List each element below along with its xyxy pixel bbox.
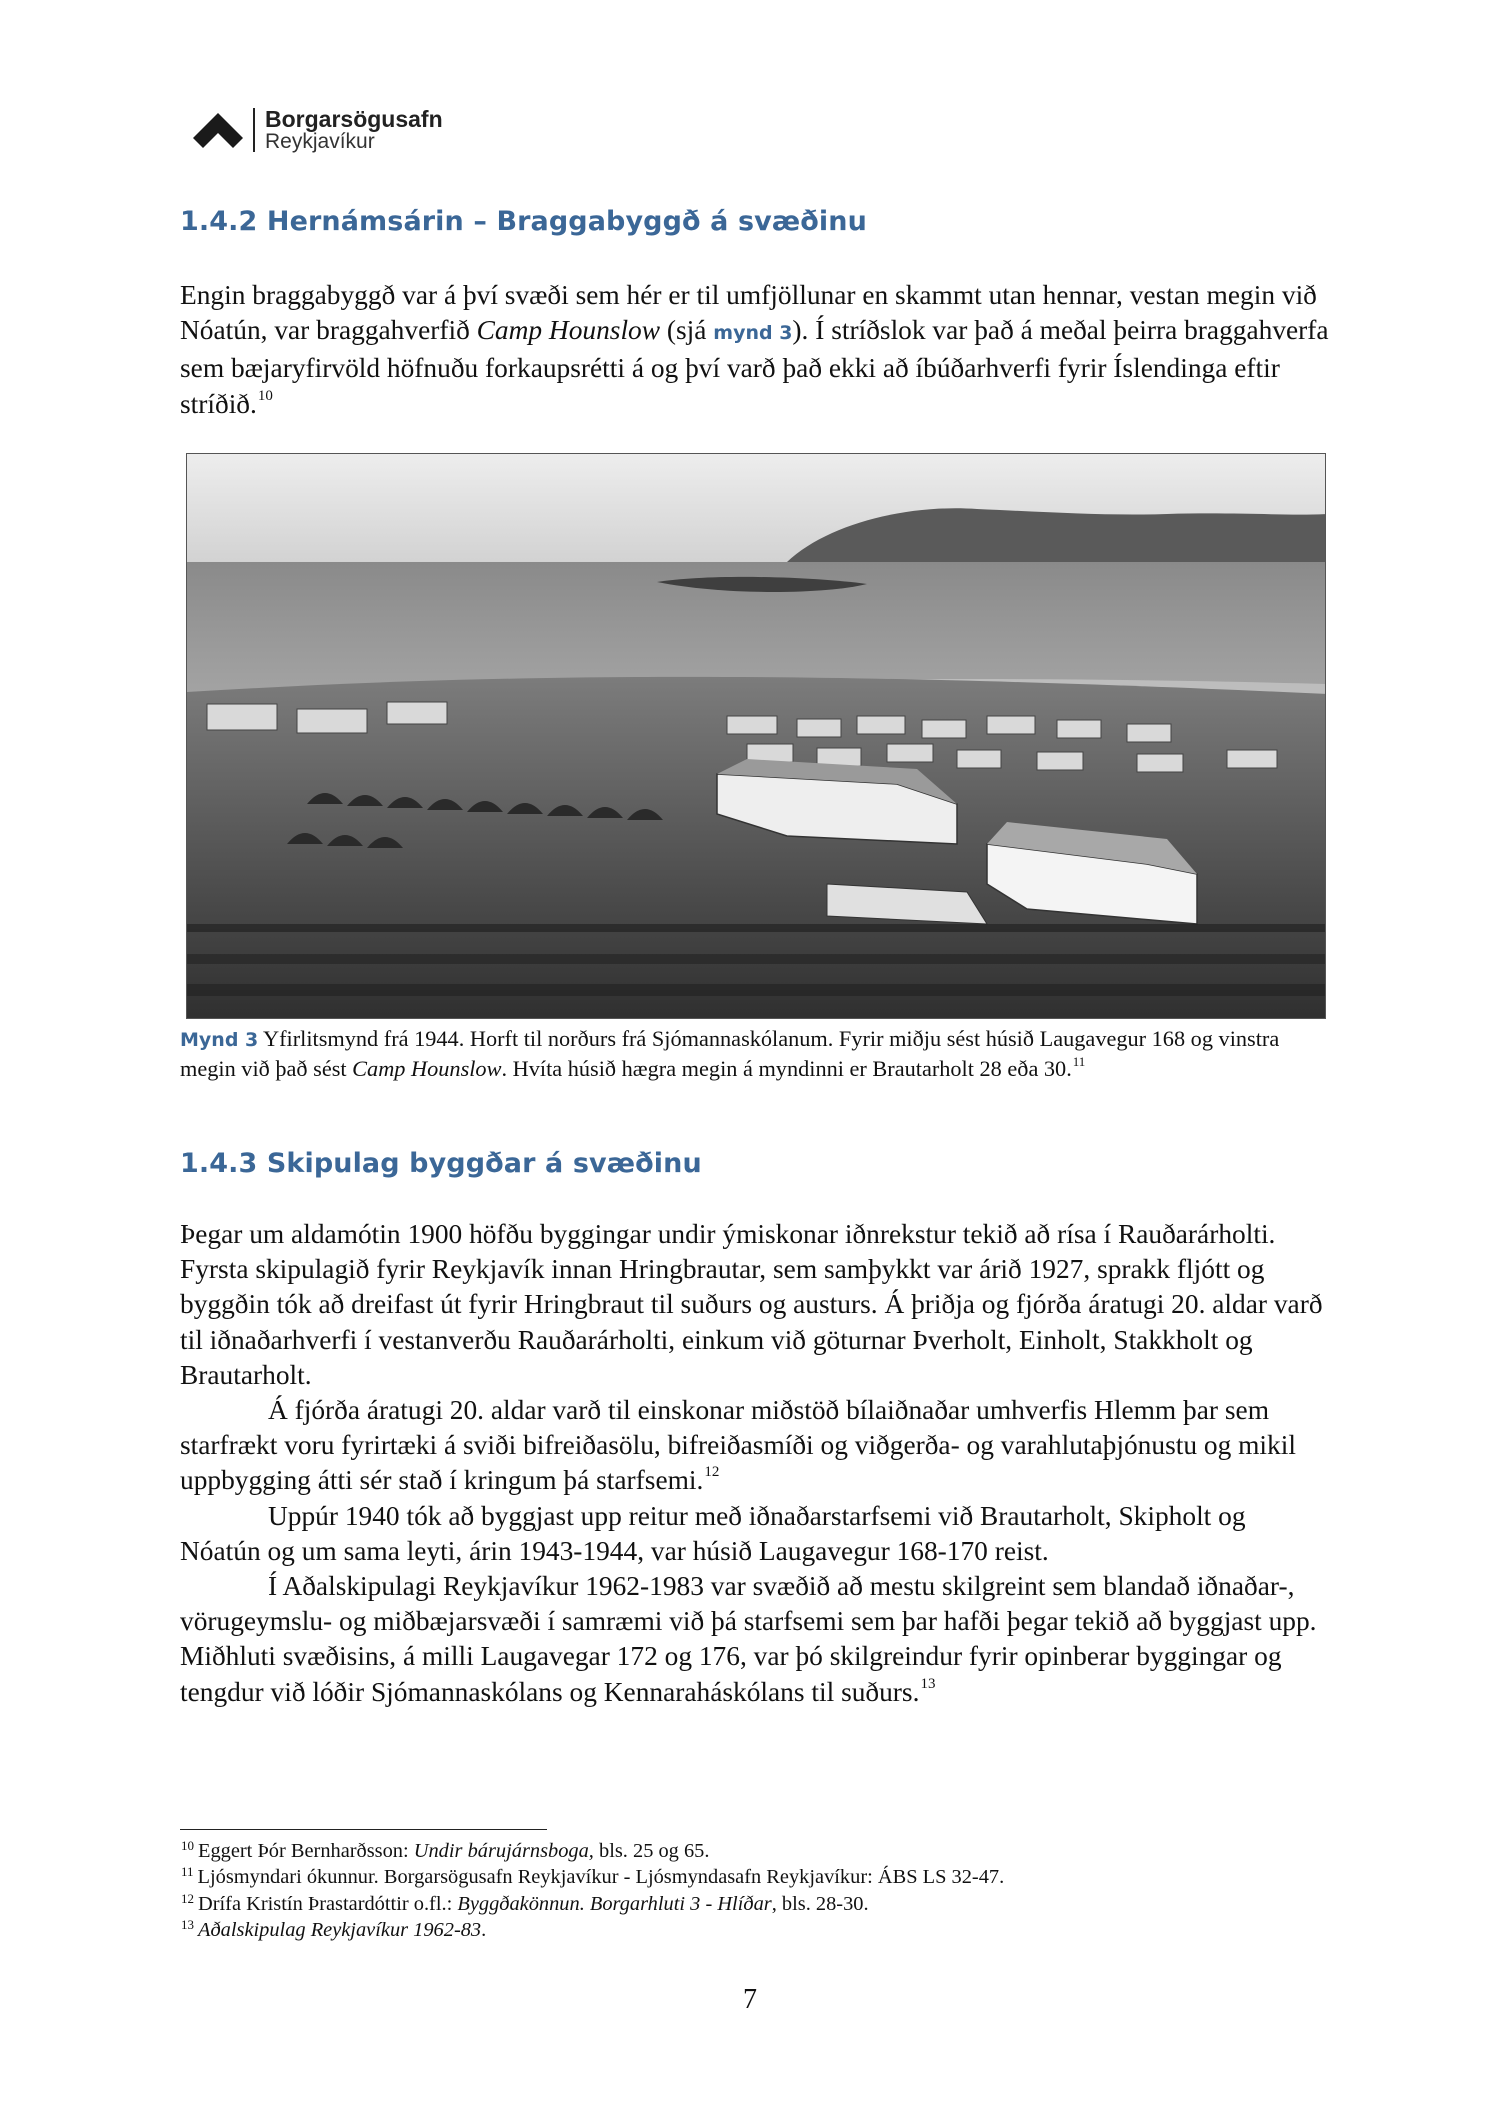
logo-subtitle: Reykjavíkur	[265, 130, 375, 154]
paragraph-1: Þegar um aldamótin 1900 höfðu byggingar undir ýmiskonar iðnrekstur tekið að rísa í Rauðarárholti. Fyrsta skipulagið fyrir Reykjavík innan Hringbrautar, sem samþykkt var árið 1927, sprakk fljótt og byggðin tók að dreifast út fyrir Hringbraut til suðurs og austurs. Á þriðja og fjórða áratugi 20. aldar varð til iðnaðarhverfi í vestanverðu Rauðarárholti, einkum við göturnar Þverholt, Einholt, Stakkholt og Brautarholt.	[180, 1219, 1323, 1390]
paragraph-3: Uppúr 1940 tók að byggjast upp reitur með iðnaðarstarfsemi við Brautarholt, Skipholt og Nóatún og um sama leyti, árin 1943-1944, var húsið Laugavegur 168-170 reist.	[180, 1500, 1246, 1566]
footnote-10: $^{10}$ Eggert Þór Bernharðsson: Undir bárujárnsboga, bls. 25 og 65.	[181, 1838, 710, 1862]
figure-reference-link[interactable]: mynd 3	[713, 322, 793, 345]
figure-label: Mynd 3	[180, 1029, 259, 1051]
museum-logo	[193, 104, 443, 156]
footnote-ref-12[interactable]: 12	[704, 1464, 720, 1481]
roof-chevron-icon	[193, 108, 243, 152]
aerial-photo-1944	[186, 453, 1326, 1019]
paragraph-4: Í Aðalskipulagi Reykjavíkur 1962-1983 var svæðið að mestu skilgreint sem blandað iðnaðar-, vörugeymslu- og miðbæjarsvæði í samræmi við þá starfsemi sem þar hafði þegar tekið að byggjast upp. Miðhluti svæðisins, á milli Laugavegar 172 og 176, var þó skilgreindur fyrir opinberar byggingar og tengdur við lóðir Sjómannaskólans og Kennaraháskólans til suðurs.$^{13}$	[180, 1571, 1317, 1707]
footnote-separator	[180, 1829, 547, 1830]
footnote-11: $^{11}$ Ljósmyndari ókunnur. Borgarsögusafn Reykjavíkur - Ljósmyndasafn Reykjavíkur: ÁBS LS 32-47.	[181, 1864, 1005, 1889]
footnotes	[180, 1838, 1332, 1943]
footnote-13: $^{13}$ Aðalskipulag Reykjavíkur 1962-83.	[181, 1916, 487, 1941]
camp-hounslow-text: Camp Hounslow	[476, 315, 661, 346]
logo-divider	[253, 108, 255, 152]
section-heading-142: 1.4.2 Hernámsárin – Braggabyggð á svæðinu	[180, 206, 867, 237]
footnote-ref-10[interactable]: 10	[257, 387, 273, 404]
footnote-ref-13[interactable]: 13	[920, 1675, 936, 1692]
logo-name: Borgarsögusafn	[265, 105, 443, 132]
page-number: 7	[743, 1984, 757, 2015]
footnote-ref-11[interactable]: 11	[1072, 1053, 1086, 1069]
paragraph-2: Á fjórða áratugi 20. aldar varð til einskonar miðstöð bílaiðnaðar umhverfis Hlemm þar sem starfrækt voru fyrirtæki á sviði bifreiðasölu, bifreiðasmíði og viðgerða- og varahlutaþjónustu og mikil uppbygging átti sér stað í kringum þá starfsemi.$^{12}$	[180, 1395, 1296, 1496]
figure-caption: Mynd 3 Yfirlitsmynd frá 1944. Horft til norðurs frá Sjómannaskólanum. Fyrir miðju sést húsið Laugavegur 168 og vinstra megin við það sést Camp Hounslow. Hvíta húsið hægra megin á myndinni er Brautarholt 28 eða 30.11	[180, 1026, 1280, 1081]
section-142-paragraph: Engin braggabyggð var á því svæði sem hér er til umfjöllunar en skammt utan hennar, vestan megin við Nóatún, var braggahverfið Camp Hounslow (sjá mynd 3). Í stríðslok var það á meðal þeirra braggahverfa sem bæjaryfirvöld höfnuðu forkaupsrétti á og því varð það ekki að íbúðarhverfi fyrir Íslendinga eftir stríðið.$^{10}$	[180, 280, 1329, 419]
section-heading-143: 1.4.3 Skipulag byggðar á svæðinu	[180, 1148, 702, 1179]
section-143-body	[180, 1217, 1332, 1710]
footnote-12: $^{12}$ Drífa Kristín Þrastardóttir o.fl.: Byggðakönnun. Borgarhluti 3 - Hlíðar, bls. 28-30.	[181, 1890, 869, 1915]
